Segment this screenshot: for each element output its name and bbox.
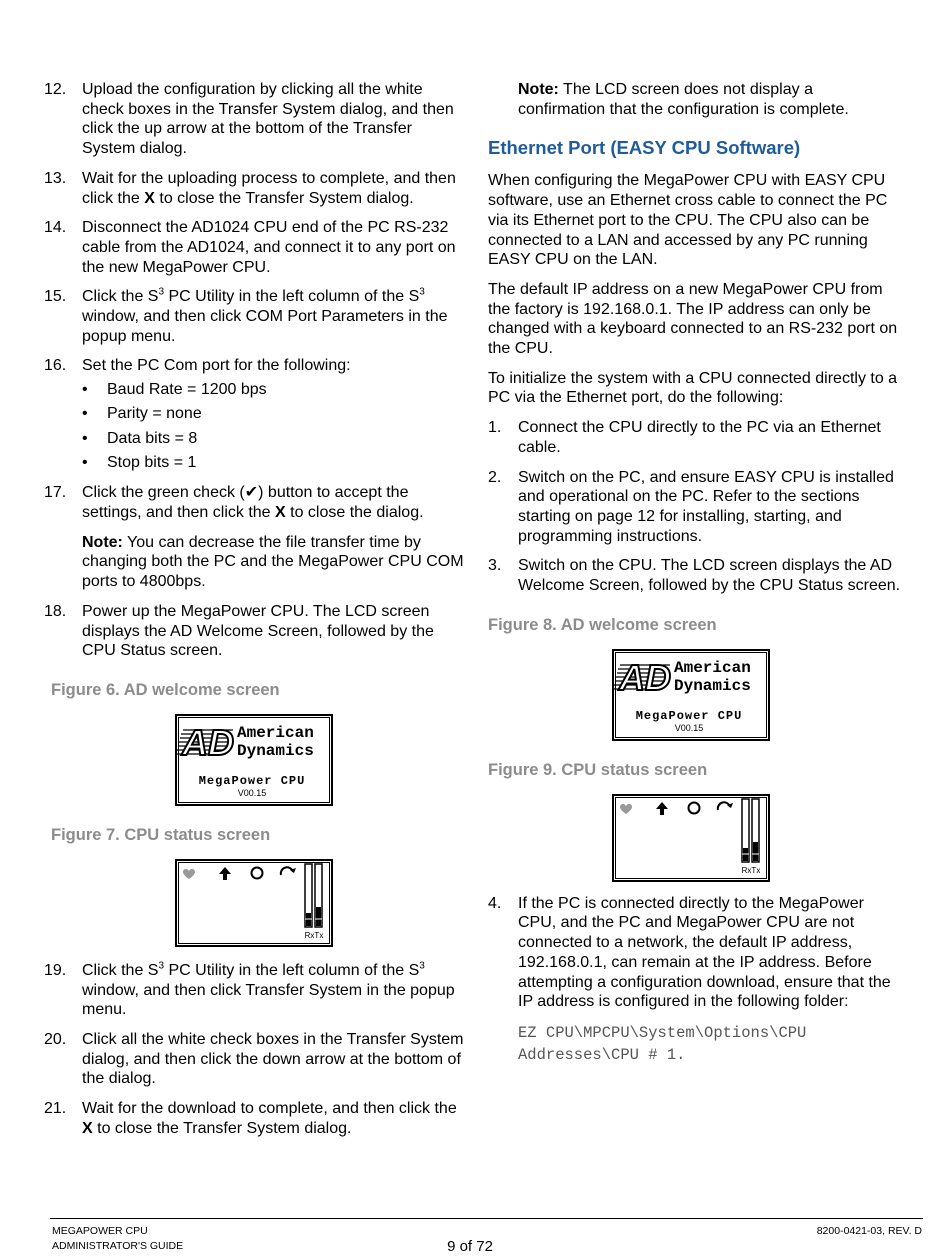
step-number: 3. [488, 557, 502, 575]
step-text: Upload the configuration by clicking all the white check boxes in the Transfer System dialog, and then click the up arrow at the bottom of the Transfer System dialog. [82, 81, 454, 158]
svg-text:MegaPower CPU: MegaPower CPU [635, 708, 743, 723]
lcd-welcome-screen [612, 649, 770, 741]
step-number: 2. [488, 468, 502, 486]
list-item: • Baud Rate = 1200 bps [82, 381, 267, 399]
paragraph: The default IP address on a new MegaPower CPU from the factory is 192.168.0.1. The IP address can only be changed with a keyboard connected to an RS-232 port on the CPU. [488, 280, 898, 358]
american-dynamics-logo [177, 716, 327, 800]
list-item: • Stop bits = 1 [82, 454, 197, 472]
lcd-welcome-screen [175, 714, 333, 806]
step-number: 16. [44, 357, 67, 375]
svg-text:AD: AD [619, 656, 671, 698]
right-column [488, 80, 903, 1066]
step-18 [44, 602, 464, 661]
circle-icon [689, 802, 700, 813]
note-17: Note: You can decrease the file transfer time by changing both the PC and the MegaPower CPU COM ports to 4800bps. [82, 533, 464, 591]
step-12 [44, 80, 464, 159]
page-number: 9 of 72 [447, 1238, 493, 1255]
step-text: Click all the white check boxes in the Transfer System dialog, and then click the down arrow at the bottom of the dialog. [82, 1031, 464, 1088]
step-text: Power up the MegaPower CPU. The LCD screen displays the AD Welcome Screen, followed by the CPU Status screen. [82, 602, 434, 660]
eth-step-3 [488, 556, 903, 595]
step-text: Wait for the download to complete, and then click the X to close the Transfer System dialog. [82, 1100, 457, 1137]
step-13 [44, 169, 464, 208]
svg-text:RxTx: RxTx [741, 865, 761, 875]
section-heading: Ethernet Port (EASY CPU Software) [488, 137, 801, 159]
step-text: Disconnect the AD1024 CPU end of the PC RS-232 cable from the AD1024, and connect it to any port on the new MegaPower CPU. [82, 219, 456, 276]
refresh-icon [281, 867, 293, 875]
eth-step-2 [488, 468, 903, 547]
document-number: 8200-0421-03, REV. D [816, 1225, 922, 1237]
step-text: Connect the CPU directly to the PC via an Ethernet cable. [518, 419, 881, 456]
footer-title: MEGAPOWER CPU ADMINISTRATOR'S GUIDE [52, 1225, 184, 1252]
figure-7-caption: Figure 7. CPU status screen [51, 825, 271, 844]
circle-icon [252, 867, 263, 878]
step-21 [44, 1099, 464, 1138]
eth-step-1 [488, 418, 903, 457]
svg-text:V00.15: V00.15 [237, 787, 267, 798]
step-number: 13. [44, 169, 67, 187]
step-number: 17. [44, 484, 67, 502]
paragraph: When configuring the MegaPower CPU with EASY CPU software, use an Ethernet cross cable to connect the PC via its Ethernet port to the CPU. The CPU also can be connected to a LAN and accessed by any PC running EASY CPU on the LAN. [488, 172, 888, 269]
com-settings-list [82, 380, 464, 473]
figure-8-caption: Figure 8. AD welcome screen [488, 615, 717, 634]
step-text: Set the PC Com port for the following: [82, 357, 351, 375]
svg-text:Dynamics: Dynamics [674, 676, 751, 695]
footer-rule [50, 1218, 923, 1219]
svg-text:RxTx: RxTx [304, 930, 324, 940]
arrow-up-icon [656, 802, 668, 815]
svg-text:V00.15: V00.15 [674, 722, 704, 733]
lcd-status-screen [612, 794, 770, 882]
step-number: 1. [488, 419, 502, 437]
folder-path: EZ CPU\MPCPU\System\Options\CPU Addresses\CPU # 1. [518, 1023, 807, 1064]
paragraph: To initialize the system with a CPU connected directly to a PC via the Ethernet port, do the following: [488, 369, 898, 407]
eth-step-4 [488, 894, 903, 1012]
step-number: 20. [44, 1031, 67, 1049]
arrow-up-icon [219, 867, 231, 880]
step-number: 19. [44, 961, 67, 979]
left-column [44, 80, 464, 1149]
step-text: Switch on the PC, and ensure EASY CPU is installed and operational on the PC. Refer to the sections starting on page 12 for installing, starting, and programming instructions. [518, 468, 894, 545]
svg-text:American: American [674, 658, 751, 677]
step-20 [44, 1030, 464, 1089]
heart-icon [620, 804, 632, 814]
step-text: Click the $S^3$ PC Utility in the left column of the $S^3$ window, and then click COM Port Parameters in the popup menu. [82, 287, 448, 345]
heart-icon [183, 869, 195, 879]
list-item: • Data bits = 8 [82, 429, 198, 447]
svg-text:American: American [237, 723, 314, 742]
figure-6-caption: Figure 6. AD welcome screen [51, 680, 280, 699]
step-16 [44, 356, 464, 477]
step-number: 14. [44, 219, 67, 237]
svg-text:AD: AD [182, 721, 234, 763]
step-text: Switch on the CPU. The LCD screen displays the AD Welcome Screen, followed by the CPU Status screen. [518, 557, 901, 595]
step-text: Wait for the uploading process to complete, and then click the X to close the Transfer System dialog. [82, 169, 456, 207]
step-text: Click the $S^3$ PC Utility in the left column of the $S^3$ window, and then click Transfer System in the popup menu. [82, 960, 455, 1019]
svg-text:MegaPower CPU: MegaPower CPU [198, 773, 306, 788]
step-text: Click the green check (✔) button to accept the settings, and then click the X to close the dialog. [82, 484, 424, 522]
step-17 [44, 483, 464, 522]
lcd-status-screen [175, 859, 333, 947]
step-number: 18. [44, 602, 67, 620]
step-14 [44, 218, 464, 277]
note-lcd: Note: The LCD screen does not display a confirmation that the configuration is complete. [518, 81, 849, 118]
step-text: If the PC is connected directly to the MegaPower CPU, and the PC and MegaPower CPU are not connected to a network, the default IP address, 192.168.0.1, can remain at the IP address. Before attempting a configuration download, ensure that the IP address is configured in the following folder: [518, 894, 891, 1011]
step-19 [44, 961, 464, 1020]
svg-text:Dynamics: Dynamics [237, 741, 314, 760]
step-number: 15. [44, 288, 67, 306]
list-item: • Parity = none [82, 405, 202, 423]
step-number: 21. [44, 1100, 67, 1118]
step-15 [44, 287, 464, 346]
step-number: 12. [44, 81, 67, 98]
american-dynamics-logo [614, 651, 764, 735]
refresh-icon [718, 802, 730, 810]
step-number: 4. [488, 894, 502, 912]
figure-9-caption: Figure 9. CPU status screen [488, 760, 708, 779]
